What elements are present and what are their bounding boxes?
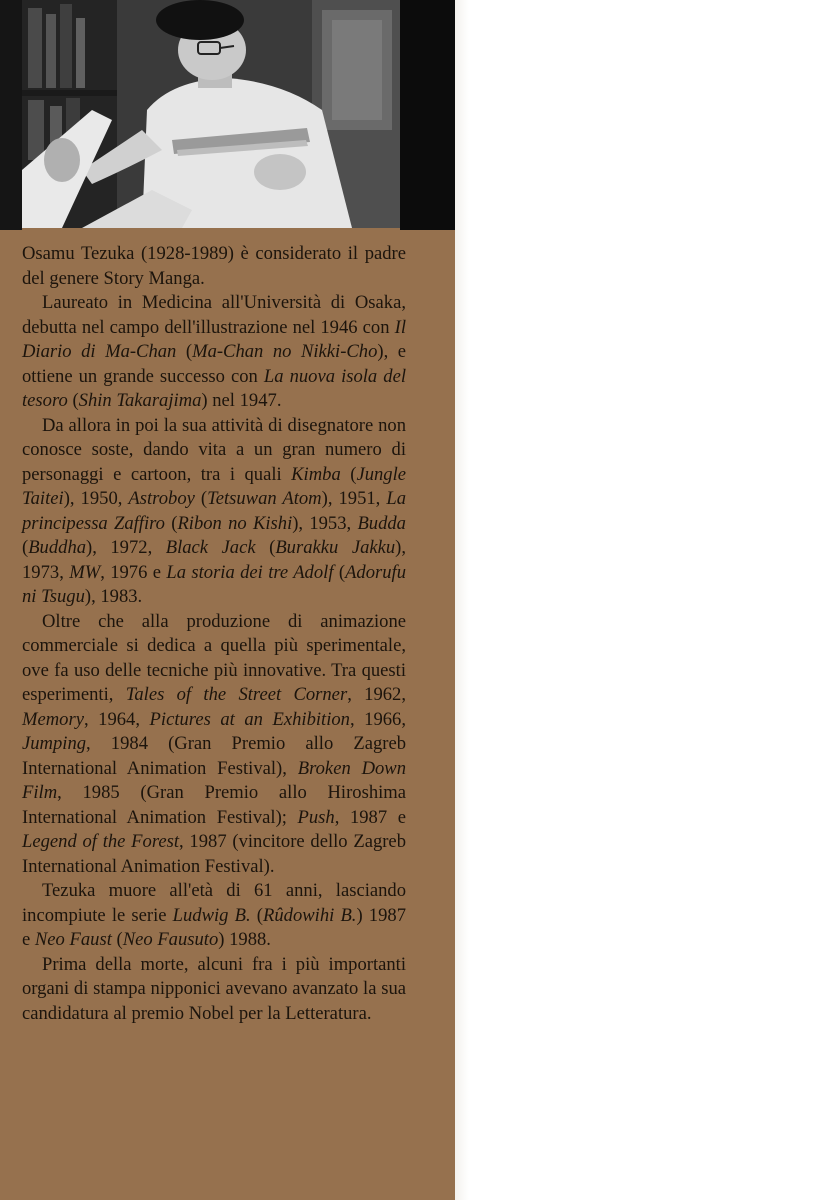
author-photo [22, 0, 400, 228]
blank-page [455, 0, 827, 1200]
bio-paragraph-works: Da allora in poi la sua attività di disegnatore non conosce soste, dando vita a un gran numero di personaggi e cartoon, tra i quali Kimba (Jungle Taitei), 1950, Astroboy (Tetsuwan Atom), 1951, La principessa Zaffiro (Ribon no Kishi), 1953, Budda (Buddha), 1972, Black Jack (Burakku Jakku), 1973, MW, 1976 e La storia dei tre Adolf (Adorufu ni Tsugu), 1983. [22, 414, 407, 607]
bio-paragraph-nobel: Prima della morte, alcuni fra i più importanti organi di stampa nipponici avevano avanzato la sua candidatura al premio Nobel per la Letteratura. [22, 953, 406, 1024]
author-biography [22, 242, 406, 1026]
bio-paragraph-intro: Osamu Tezuka (1928-1989) è considerato il padre del genere Story Manga. [22, 243, 406, 289]
photo-border-right [400, 0, 455, 230]
photo-border-left [0, 0, 22, 230]
bio-paragraph-death: Tezuka muore all'età di 61 anni, lasciando incompiute le serie Ludwig B. (Rûdowihi B.) 1987 e Neo Faust (Neo Fausuto) 1988. [22, 880, 406, 950]
bio-paragraph-animation: Oltre che alla produzione di animazione commerciale si dedica a quella più sperimentale, ove fa uso delle tecniche più innovative. Tra questi esperimenti, Tales of the Street Corner, 1962, Memory, 1964, Pictures at an Exhibition, 1966, Jumping, 1984 (Gran Premio allo Zagreb International Animation Festival), Broken Down Film, 1985 (Gran Premio allo Hiroshima International Animation Festival); Push, 1987 e Legend of the Forest, 1987 (vincitore dello Zagreb International Animation Festival). [22, 610, 406, 877]
bio-paragraph-education: Laureato in Medicina all'Università di Osaka, debutta nel campo dell'illustrazione nel 1946 con Il Diario di Ma-Chan (Ma-Chan no Nikki-Cho), e ottiene un grande successo con La nuova isola del tesoro (Shin Takarajima) nel 1947. [22, 292, 407, 411]
